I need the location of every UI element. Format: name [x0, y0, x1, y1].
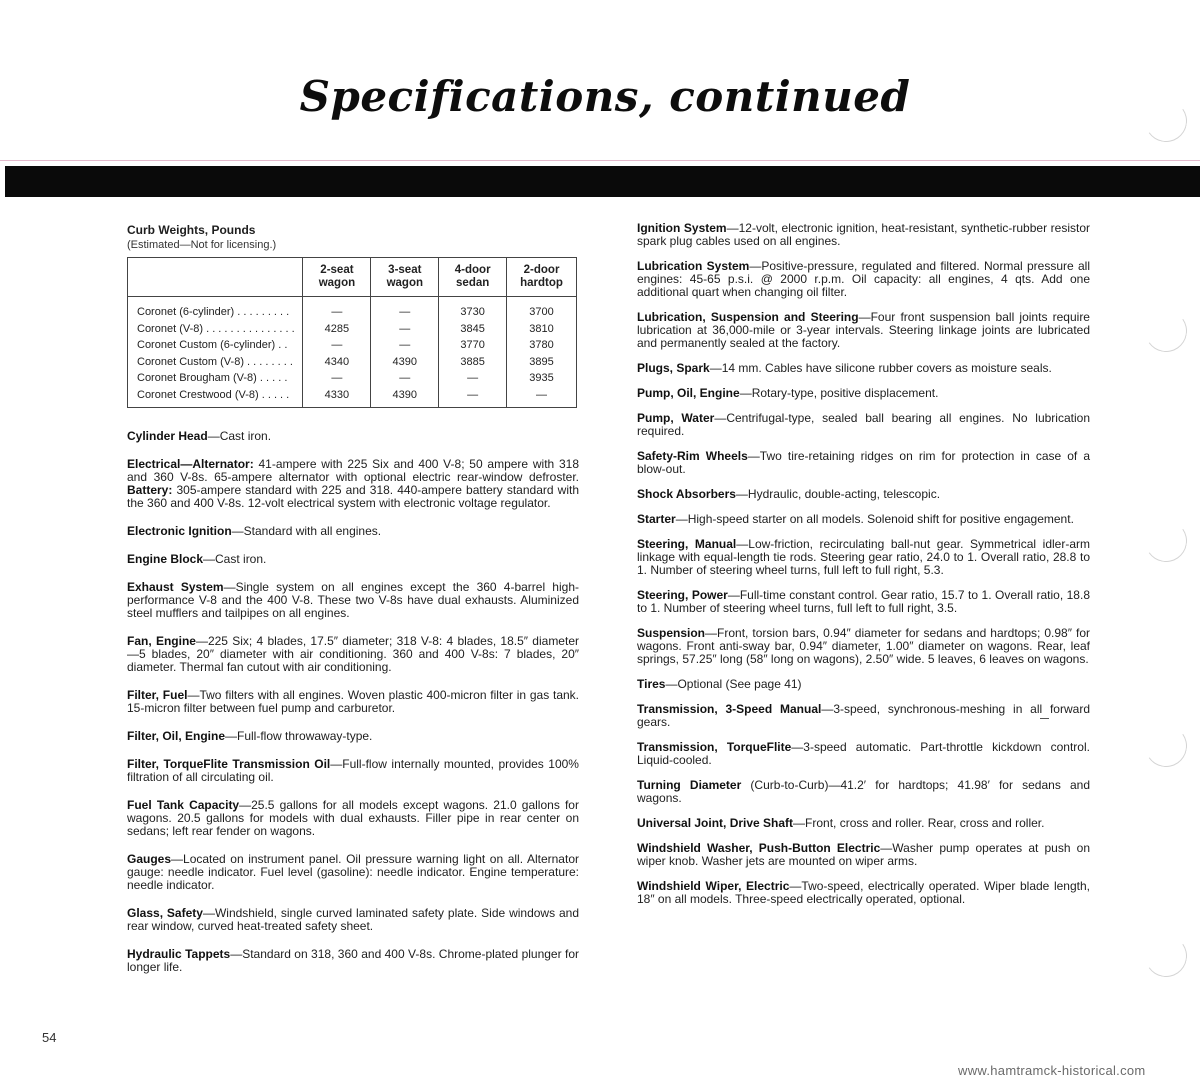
right-column	[637, 222, 1090, 918]
spec-term: Universal Joint, Drive Shaft	[637, 816, 794, 830]
spec-term: Ignition System	[637, 221, 727, 235]
spec-entry	[637, 741, 1090, 767]
binder-hole-mark	[1142, 517, 1191, 566]
spec-entry	[127, 853, 579, 892]
curb-weights-subheading: (Estimated—Not for licensing.)	[127, 239, 277, 251]
spec-term: Glass, Safety	[127, 906, 203, 920]
spec-term: Exhaust System	[127, 580, 224, 594]
spec-entry	[637, 450, 1090, 476]
model-cell: Coronet Brougham (V-8) . . . . .	[128, 370, 303, 387]
spec-term: Battery:	[127, 483, 173, 497]
spec-term: Lubrication System	[637, 259, 750, 273]
model-cell: Coronet (V-8) . . . . . . . . . . . . . . .	[128, 321, 303, 338]
spec-text: —Front, torsion bars, 0.94″ diameter for sedans and hardtops; 0.98″ for wagons. Front anti-sway bar, 0.94″ diameter, 1.00″ diameter on wagons. Rear, leaf springs, 57.25″ long (58″ long on wagons), 2.50″ wide. 5 leaves, 6 leaves on wagons.	[637, 626, 1090, 666]
weight-cell: 3730	[439, 297, 507, 321]
weight-cell: —	[507, 387, 577, 408]
spec-text: —25.5 gallons for all models except wagons. 21.0 gallons for wagons. 20.5 gallons for models with dual exhausts. Filler pipe in rear center on sedans; left rear fender on wagons.	[127, 798, 579, 838]
spec-text: —Single system on all engines except the 360 4-barrel high-performance V-8 and the 400 V-8. These two V-8s have dual exhausts. Aluminized steel mufflers and tailpipes on all engines.	[127, 580, 579, 620]
spec-entry	[637, 412, 1090, 438]
spec-term: Windshield Washer, Push-Button Electric	[637, 841, 881, 855]
model-cell: Coronet Custom (V-8) . . . . . . . .	[128, 354, 303, 371]
weight-cell: —	[371, 337, 439, 354]
weight-cell: 3780	[507, 337, 577, 354]
weight-cell: 3810	[507, 321, 577, 338]
spec-text: —225 Six; 4 blades, 17.5″ diameter; 318 V-8: 4 blades, 18.5″ diameter—5 blades, 20″ diameter with air conditioning. 360 and 400 V-8s: 7 blades, 20″ diameter. Thermal fan cutout with air conditioning.	[127, 634, 579, 674]
spec-term: Electronic Ignition	[127, 524, 232, 538]
column-header-model	[128, 258, 303, 297]
curb-weights-table	[127, 257, 577, 408]
spec-entry	[637, 488, 1090, 501]
spec-entry	[637, 362, 1090, 375]
spec-term: Filter, Fuel	[127, 688, 188, 702]
spec-text: —Rotary-type, positive displacement.	[739, 386, 939, 400]
spec-entry	[127, 553, 579, 566]
spec-term: Engine Block	[127, 552, 204, 566]
spec-term: Suspension	[637, 626, 706, 640]
spec-entry	[637, 260, 1090, 299]
table-row	[128, 297, 577, 321]
table-row	[128, 354, 577, 371]
spec-entry	[637, 703, 1090, 729]
table-header-row	[128, 258, 577, 297]
binder-hole-mark	[1142, 932, 1191, 981]
spec-term: Filter, Oil, Engine	[127, 729, 226, 743]
spec-entry	[127, 689, 579, 715]
spec-text: —Two filters with all engines. Woven plastic 400-micron filter in gas tank. 15-micron filter between fuel pump and carburetor.	[127, 688, 580, 715]
weight-cell: 4285	[303, 321, 371, 338]
weight-cell: 3895	[507, 354, 577, 371]
weight-cell: —	[371, 370, 439, 387]
spec-entry	[127, 907, 579, 933]
spec-term: Starter	[637, 512, 676, 526]
spec-entry	[127, 635, 579, 674]
spec-term: Safety-Rim Wheels	[637, 449, 748, 463]
spec-text: —Windshield, single curved laminated safety plate. Side windows and rear window, curved heat-treated safety sheet.	[127, 906, 580, 933]
spec-text: —Two tire-retaining ridges on rim for protection in case of a blow-out.	[637, 449, 1091, 476]
spec-text: —Positive-pressure, regulated and filtered. Normal pressure all engines: 45-65 p.s.i. @ 2000 r.p.m. Oil capacity: all engines, 4 qts. Add one additional quart when changing oil filter.	[637, 259, 1090, 299]
spec-text: —Front, cross and roller. Rear, cross and roller.	[793, 816, 1045, 830]
spec-term: Steering, Manual	[637, 537, 737, 551]
table-row	[128, 370, 577, 387]
weight-cell: —	[303, 297, 371, 321]
spec-entry	[637, 779, 1090, 805]
weight-cell: —	[303, 337, 371, 354]
column-header: 3-seat wagon	[371, 258, 439, 297]
spec-entry	[637, 538, 1090, 577]
curb-weights-body	[128, 297, 577, 408]
watermark: www.hamtramck-historical.com	[958, 1063, 1146, 1078]
spec-term: Pump, Water	[637, 411, 715, 425]
spec-entry	[127, 581, 579, 620]
spec-term: Gauges	[127, 852, 172, 866]
spec-text: —High-speed starter on all models. Solenoid shift for positive engagement.	[675, 512, 1074, 526]
spec-term: Pump, Oil, Engine	[637, 386, 740, 400]
spec-text: —Two-speed, electrically operated. Wiper blade length, 18″ on all models. Three-speed electrically operated, optional.	[637, 879, 1090, 906]
spec-term: Hydraulic Tappets	[127, 947, 231, 961]
spec-entry	[127, 730, 579, 743]
spec-text: —Cast iron.	[203, 552, 267, 566]
table-row	[128, 337, 577, 354]
spec-text: —Full-flow internally mounted, provides 100% filtration of all circulating oil.	[127, 757, 579, 784]
weight-cell: —	[371, 297, 439, 321]
weight-cell: —	[303, 370, 371, 387]
spec-entry	[637, 627, 1090, 666]
model-cell: Coronet Custom (6-cylinder) . .	[128, 337, 303, 354]
spec-term: Fan, Engine	[127, 634, 196, 648]
spec-entry	[637, 589, 1090, 615]
binder-hole-mark	[1142, 722, 1191, 771]
stray-dash-mark	[1040, 718, 1049, 719]
weight-cell: 4390	[371, 387, 439, 408]
spec-text: —Washer pump operates at push on wiper knob. Washer jets are mounted on wiper arms.	[637, 841, 1090, 868]
model-cell: Coronet Crestwood (V-8) . . . . .	[128, 387, 303, 408]
spec-text: —Centrifugal-type, sealed ball bearing all engines. No lubrication required.	[637, 411, 1090, 438]
weight-cell: —	[439, 387, 507, 408]
weight-cell: 3700	[507, 297, 577, 321]
spec-term: Turning Diameter	[637, 778, 742, 792]
spec-term: Cylinder Head	[127, 429, 208, 443]
curb-weights-heading: Curb Weights, Pounds	[127, 223, 256, 237]
spec-term: Transmission, 3-Speed Manual	[637, 702, 822, 716]
column-header: 2-seat wagon	[303, 258, 371, 297]
spec-term: Transmission, TorqueFlite	[637, 740, 792, 754]
spec-entry	[127, 799, 579, 838]
spec-term: Plugs, Spark	[637, 361, 710, 375]
weight-cell: —	[439, 370, 507, 387]
spec-text: —Standard on 318, 360 and 400 V-8s. Chrome-plated plunger for longer life.	[127, 947, 579, 974]
left-spec-list	[127, 430, 579, 974]
header-black-bar	[5, 166, 1200, 197]
spec-term: Tires	[637, 677, 666, 691]
spec-text: —Full-flow throwaway-type.	[225, 729, 373, 743]
spec-entry	[637, 880, 1090, 906]
spec-text: —Hydraulic, double-acting, telescopic.	[735, 487, 941, 501]
model-cell: Coronet (6-cylinder) . . . . . . . . .	[128, 297, 303, 321]
spec-entry	[637, 222, 1090, 248]
spec-text: (Curb-to-Curb)—41.2′ for hardtops; 41.98′ for sedans and wagons.	[637, 778, 1090, 805]
spec-term: Filter, TorqueFlite Transmission Oil	[127, 757, 331, 771]
weight-cell: —	[371, 321, 439, 338]
weight-cell: 3770	[439, 337, 507, 354]
spec-entry	[127, 525, 579, 538]
spec-text: —14 mm. Cables have silicone rubber covers as moisture seals.	[709, 361, 1052, 375]
right-spec-list	[637, 222, 1090, 906]
left-column	[127, 224, 579, 989]
spec-text: —Optional (See page 41)	[665, 677, 802, 691]
spec-term: Steering, Power	[637, 588, 728, 602]
table-row	[128, 321, 577, 338]
weight-cell: 4330	[303, 387, 371, 408]
spec-entry	[127, 948, 579, 974]
weight-cell: 4340	[303, 354, 371, 371]
spec-term: Fuel Tank Capacity	[127, 798, 240, 812]
spec-text: —Located on instrument panel. Oil pressure warning light on all. Alternator gauge: needle indicator. Fuel level (gasoline): needle indicator. Engine temperature: needle indicator.	[127, 852, 579, 892]
table-row	[128, 387, 577, 408]
spec-entry	[127, 430, 579, 443]
spec-entry	[127, 758, 579, 784]
weight-cell: 3885	[439, 354, 507, 371]
spec-entry	[637, 678, 1090, 691]
spec-entry	[637, 311, 1090, 350]
page-title: Specifications, continued	[299, 72, 911, 121]
spec-text: —Four front suspension ball joints require lubrication at 36,000-mile or 3-year intervals. Steering linkage joints are lubricated and permanently sealed at the factory.	[637, 310, 1090, 350]
binder-hole-mark	[1142, 307, 1191, 356]
spec-text: 305-ampere standard with 225 and 318. 440-ampere battery standard with the 360 and 400 V-8s. 12-volt electrical system with electronic voltage regulator.	[127, 483, 579, 510]
spec-entry	[637, 817, 1090, 830]
spec-term: Lubrication, Suspension and Steering	[637, 310, 859, 324]
column-header: 4-door sedan	[439, 258, 507, 297]
spec-entry	[637, 387, 1090, 400]
page-number: 54	[42, 1030, 57, 1045]
spec-text: —3-speed automatic. Part-throttle kickdown control. Liquid-cooled.	[637, 740, 1090, 767]
header-hairline	[0, 160, 1200, 161]
spec-entry	[127, 458, 579, 510]
spec-text: —Low-friction, recirculating ball-nut gear. Symmetrical idler-arm linkage with equal-length tie rods. Steering gear ratio, 24.0 to 1. Overall ratio, 28.8 to 1. Number of steering wheel turns, full left to full right, 5.3.	[637, 537, 1090, 577]
spec-text: 41-ampere with 225 Six and 400 V-8; 50 ampere with 318 and 360 V-8s. 65-ampere alternator with optional electric rear-window defroster.	[127, 457, 579, 484]
spec-text: —12-volt, electronic ignition, heat-resistant, synthetic-rubber resistor spark plug cables used on all engines.	[637, 221, 1090, 248]
spec-text: —Full-time constant control. Gear ratio, 15.7 to 1. Overall ratio, 18.8 to 1. Number of steering wheel turns, full left to full right, 3.5.	[637, 588, 1090, 615]
spec-entry	[637, 842, 1090, 868]
spec-entry	[637, 513, 1090, 526]
spec-text: —Standard with all engines.	[231, 524, 382, 538]
weight-cell: 4390	[371, 354, 439, 371]
spec-term: Electrical—Alternator:	[127, 457, 254, 471]
spec-text: —3-speed, synchronous-meshing in all forward gears.	[637, 702, 1090, 729]
weight-cell: 3935	[507, 370, 577, 387]
spec-term: Windshield Wiper, Electric	[637, 879, 790, 893]
weight-cell: 3845	[439, 321, 507, 338]
column-header: 2-door hardtop	[507, 258, 577, 297]
spec-text: —Cast iron.	[207, 429, 272, 443]
spec-term: Shock Absorbers	[637, 487, 736, 501]
